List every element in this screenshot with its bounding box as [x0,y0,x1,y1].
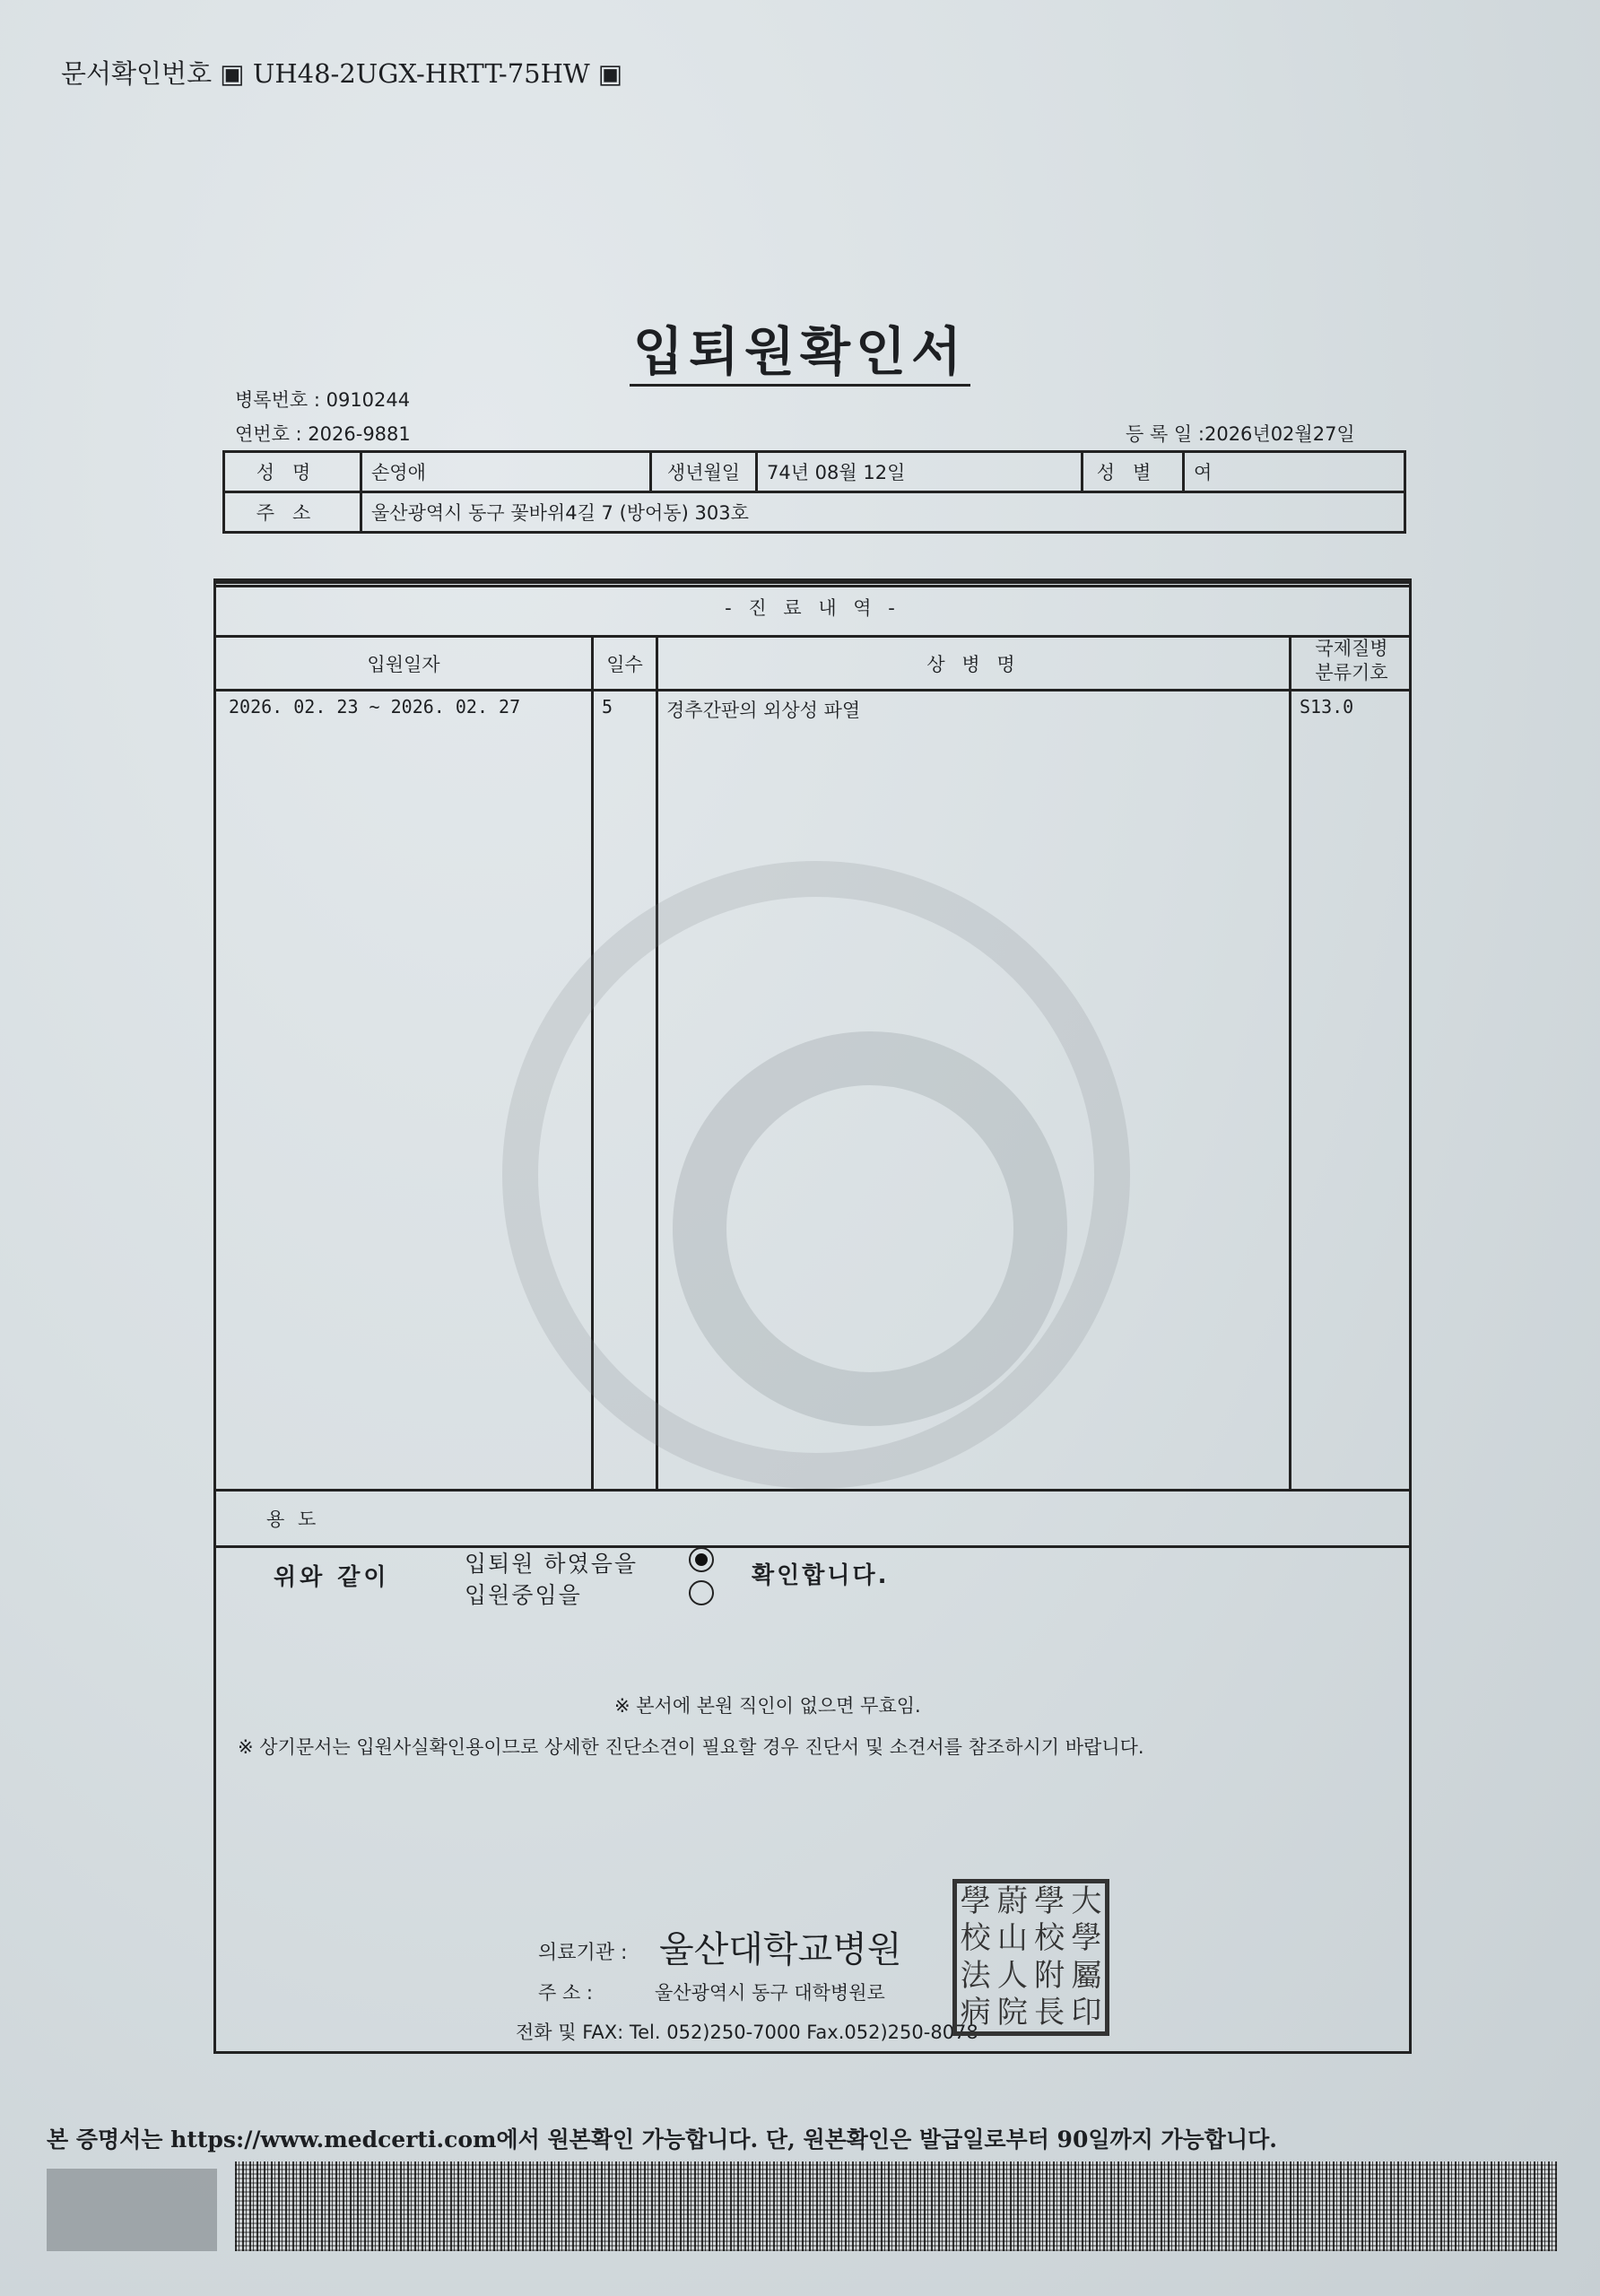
confirm-tail: 확인합니다. [752,1562,890,1589]
dob-value: 74년 08월 12일 [757,452,1083,492]
header-code-line1: 국제질병 [1315,638,1388,659]
verification-stamp-image [47,2169,217,2251]
verification-footer: 본 증명서는 https://www.medcerti.com에서 원본확인 가능합니다. 단, 원본확인은 발급일로부터 90일까지 가능합니다. [47,2126,1277,2152]
sex-value: 여 [1184,452,1405,492]
addr-value: 울산광역시 동구 꽃바위4길 7 (방어동) 303호 [361,492,1405,533]
row-days: 5 [602,696,613,718]
divider [216,1545,1409,1548]
option1-radio [689,1547,714,1572]
header-days: 일수 [606,654,643,675]
purpose-label: 용 도 [266,1509,320,1530]
confirm-lead: 위와 같이 [274,1564,390,1591]
serial-value: 2026-9881 [308,423,411,445]
serial-row [235,420,411,447]
reg-date-label: 등 록 일 : [1126,423,1204,445]
name-label: 성명 [224,452,361,492]
sex-label: 성별 [1083,452,1184,492]
document-title [0,309,1600,385]
document-id: 문서확인번호 ▣ UH48-2UGX-HRTT-75HW ▣ [61,58,623,89]
confirm-option1: 입퇴원 하였음을 [465,1551,638,1577]
reg-date-row [1126,420,1355,447]
divider [1289,635,1291,1489]
institution-addr-label: 주 소 : [538,1982,593,2004]
hospital-watermark-emblem [502,861,1130,1489]
verification-barcode [235,2161,1557,2251]
header-disease: 상 병 명 [926,654,1021,675]
document-title-text: 입퇴원확인서 [630,321,970,387]
serial-label: 연번호 : [235,423,302,445]
institution-contact: 전화 및 FAX: Tel. 052)250-7000 Fax.052)250-8078 [516,2022,978,2043]
divider [216,585,1409,587]
hospital-official-seal: 學 蔚 學 大 校 山 校 學 法 人 附 屬 病 院 長 印 [952,1879,1109,2036]
divider [216,581,1409,584]
divider [216,689,1409,691]
header-code [1291,637,1412,685]
institution-addr: 울산광역시 동구 대학병원로 [655,1982,885,2004]
dob-label: 생년월일 [651,452,757,492]
addr-label: 주소 [224,492,361,533]
note-reference: ※ 상기문서는 입원사실확인용이므로 상세한 진단소견이 필요할 경우 진단서 및 소견서를 참조하시기 바랍니다. [238,1736,1144,1758]
treatment-section-title: - 진 료 내 역 - [725,597,900,619]
name-value: 손영애 [361,452,651,492]
reg-no-label: 병록번호 : [235,389,320,411]
reg-date-value: 2026년02월27일 [1204,423,1355,445]
row-period: 2026. 02. 23 ~ 2026. 02. 27 [229,696,521,718]
option2-radio [689,1580,714,1605]
institution-label: 의료기관 : [538,1942,628,1964]
institution-name: 울산대학교병원 [659,1929,902,1970]
header-code-line2: 분류기호 [1315,662,1388,683]
divider [216,1489,1409,1492]
confirm-option2: 입원중임을 [465,1582,582,1608]
reg-no-value: 0910244 [326,389,411,411]
note-seal-required: ※ 본서에 본원 직인이 없으면 무효임. [614,1695,921,1717]
row-disease: 경추간판의 외상성 파열 [666,700,861,721]
header-period: 입원일자 [367,654,440,675]
patient-table [222,450,1406,534]
reg-no-row [235,386,410,413]
row-code: S13.0 [1300,696,1354,718]
